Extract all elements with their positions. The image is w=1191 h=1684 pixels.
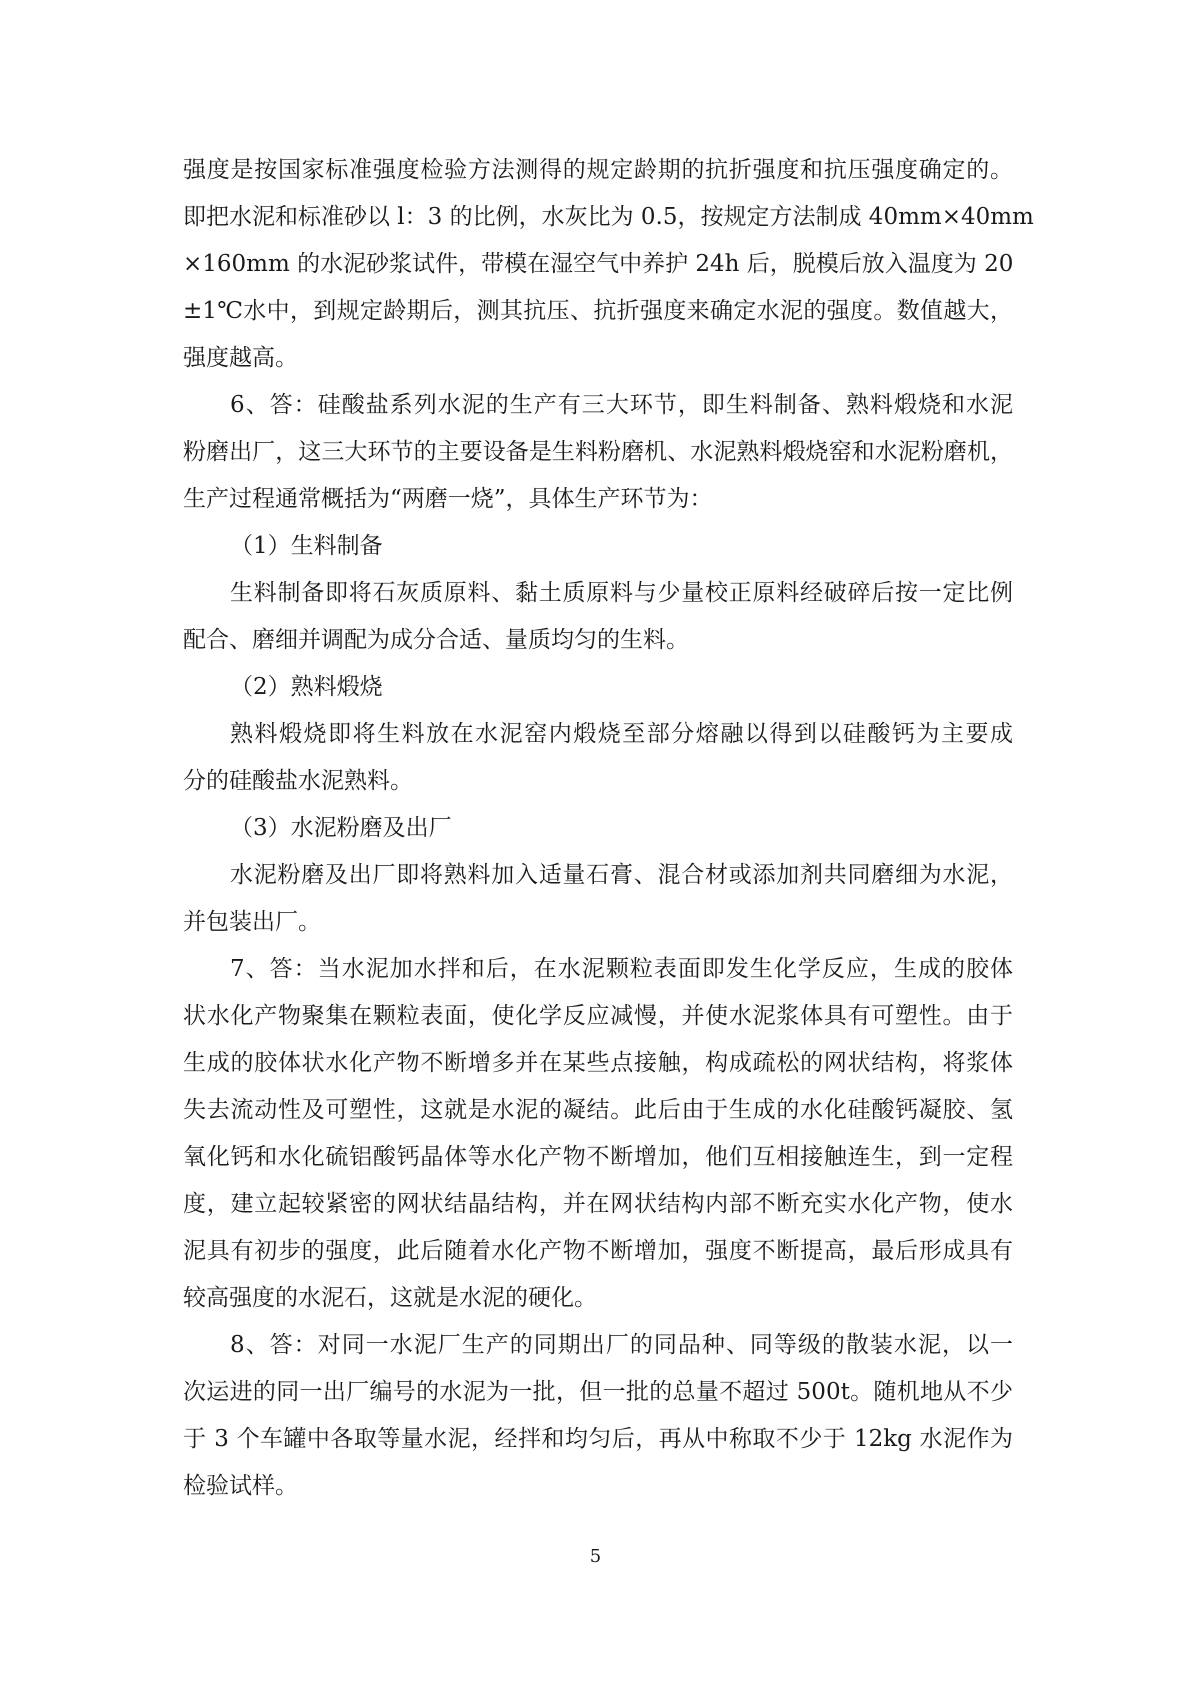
subheading: （3）水泥粉磨及出厂: [230, 815, 452, 841]
text-line: 次运进的同一出厂编号的水泥为一批，但一批的总量不超过 500t。随机地从不少: [183, 1379, 1013, 1405]
text-line: 即把水泥和标准砂以 l：3 的比例，水灰比为 0.5，按规定方法制成 40mm×40mm: [183, 204, 1034, 230]
text-line: 熟料煅烧即将生料放在水泥窑内煅烧至部分熔融以得到以硅酸钙为主要成: [230, 721, 1013, 747]
text-line: 生成的胶体状水化产物不断增多并在某些点接触，构成疏松的网状结构，将浆体: [183, 1050, 1013, 1076]
text-line: 度，建立起较紧密的网状结晶结构，并在网状结构内部不断充实水化产物，使水: [183, 1191, 1013, 1217]
page-number: 5: [589, 1546, 602, 1567]
text-line: 7、答：当水泥加水拌和后，在水泥颗粒表面即发生化学反应，生成的胶体: [230, 956, 1013, 982]
text-line: 状水化产物聚集在颗粒表面，使化学反应减慢，并使水泥浆体具有可塑性。由于: [183, 1003, 1013, 1029]
text-line: 泥具有初步的强度，此后随着水化产物不断增加，强度不断提高，最后形成具有: [183, 1238, 1013, 1264]
text-line: 失去流动性及可塑性，这就是水泥的凝结。此后由于生成的水化硅酸钙凝胶、氢: [183, 1097, 1013, 1123]
text-line: 粉磨出厂，这三大环节的主要设备是生料粉磨机、水泥熟料煅烧窑和水泥粉磨机，: [183, 439, 1013, 465]
text-line: 生产过程通常概括为“两磨一烧”，具体生产环节为：: [183, 486, 713, 512]
text-line: ×160mm 的水泥砂浆试件，带模在湿空气中养护 24h 后，脱模后放入温度为 20: [183, 251, 1014, 277]
text-line: 6、答：硅酸盐系列水泥的生产有三大环节，即生料制备、熟料煅烧和水泥: [230, 392, 1013, 418]
text-line: 配合、磨细并调配为成分合适、量质均匀的生料。: [183, 627, 689, 653]
text-line: ±1℃水中，到规定龄期后，测其抗压、抗折强度来确定水泥的强度。数值越大，: [183, 298, 1013, 324]
text-line: 强度是按国家标准强度检验方法测得的规定龄期的抗折强度和抗压强度确定的。: [183, 157, 1013, 183]
text-line: 分的硅酸盐水泥熟料。: [183, 768, 413, 794]
text-line: 于 3 个车罐中各取等量水泥，经拌和均匀后，再从中称取不少于 12kg 水泥作为: [183, 1426, 1013, 1452]
text-line: 水泥粉磨及出厂即将熟料加入适量石膏、混合材或添加剂共同磨细为水泥，: [230, 862, 1013, 888]
subheading: （2）熟料煅烧: [230, 674, 383, 700]
text-line: 强度越高。: [183, 345, 298, 371]
text-line: 生料制备即将石灰质原料、黏土质原料与少量校正原料经破碎后按一定比例: [230, 580, 1013, 606]
text-line: 并包装出厂。: [183, 909, 321, 935]
text-line: 氧化钙和水化硫铝酸钙晶体等水化产物不断增加，他们互相接触连生，到一定程: [183, 1144, 1013, 1170]
text-line: 较高强度的水泥石，这就是水泥的硬化。: [183, 1285, 597, 1311]
text-line: 8、答：对同一水泥厂生产的同期出厂的同品种、同等级的散装水泥，以一: [230, 1332, 1013, 1358]
text-line: 检验试样。: [183, 1473, 298, 1499]
subheading: （1）生料制备: [230, 533, 383, 559]
